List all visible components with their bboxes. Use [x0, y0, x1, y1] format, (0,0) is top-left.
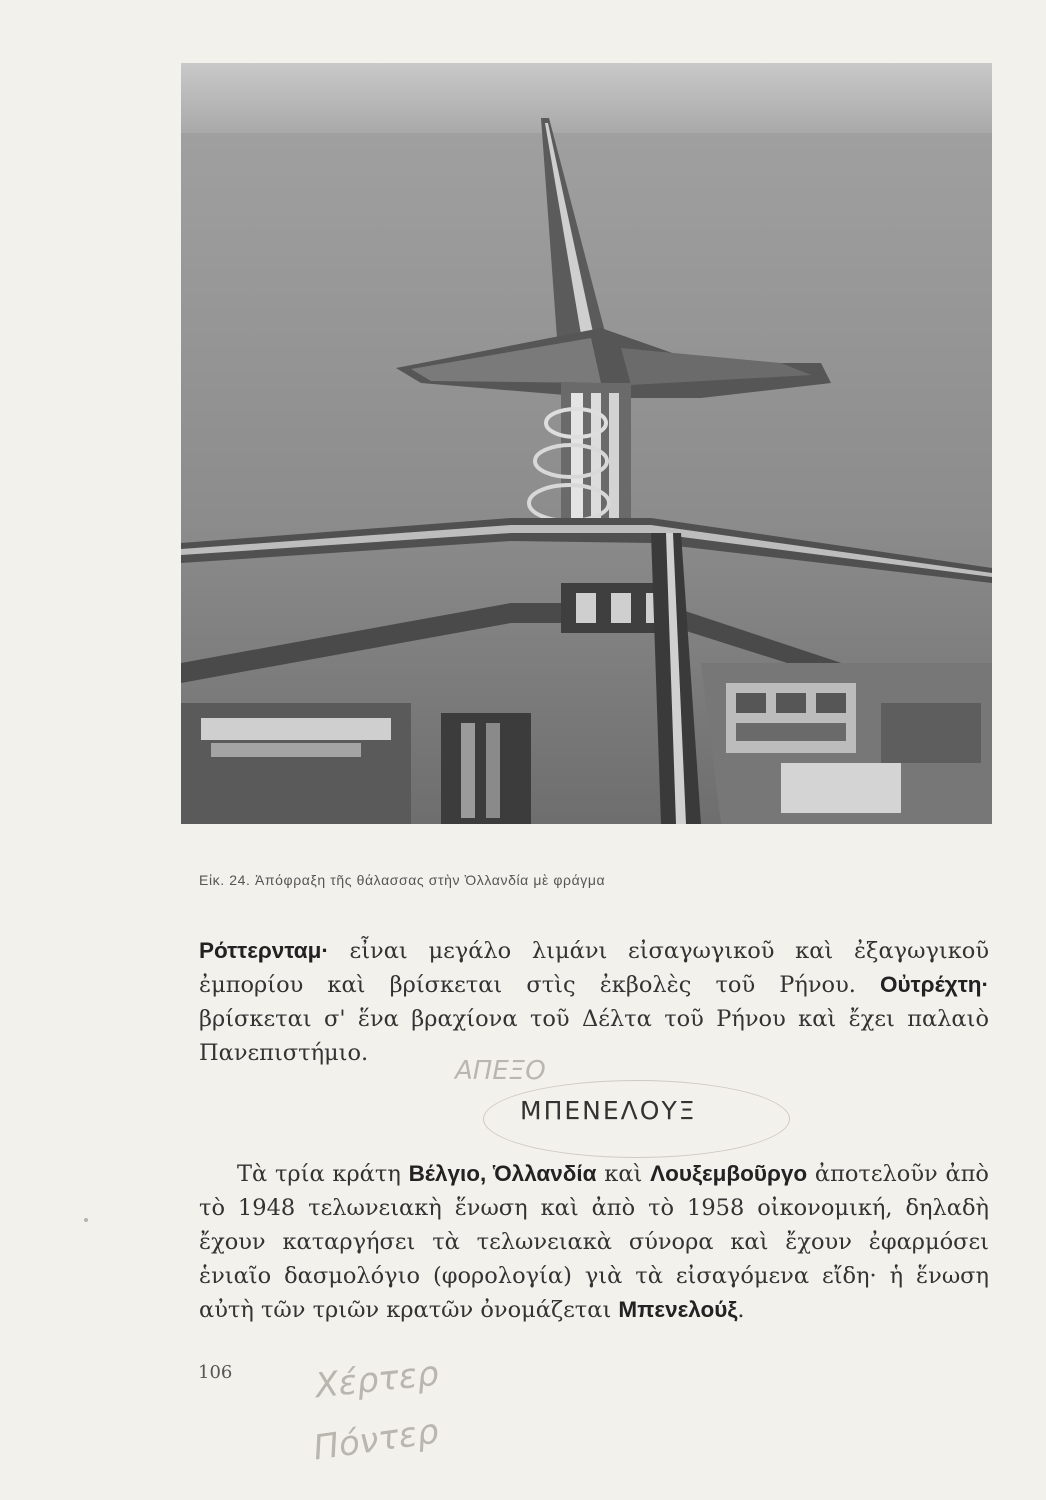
stray-mark	[84, 1218, 88, 1222]
figure-photo	[181, 63, 992, 824]
text-benelux-2: καὶ	[596, 1161, 651, 1187]
text-rotterdam: εἶναι μεγάλο λιμάνι εἰσαγωγικοῦ καὶ ἐξαγωγικοῦ ἐμπορίου καὶ βρίσκεται στὶς ἐκβολὲς τοῦ Ρήνου.	[199, 938, 989, 998]
dam-aerial-photo	[181, 63, 992, 824]
page-number: 106	[198, 1362, 233, 1383]
term-utrecht: Οὐτρέχτη·	[880, 972, 989, 997]
text-benelux-1: Τὰ τρία κράτη	[237, 1161, 409, 1187]
paragraph-rotterdam-utrecht	[199, 934, 989, 1070]
term-rotterdam: Ρόττερνταμ·	[199, 938, 329, 963]
handwriting-line-1: Χέρτερ	[313, 1353, 441, 1407]
figure-caption: Εἰκ. 24. Ἀπόφραξη τῆς θάλασσας στὴν Ὁλλανδία μὲ φράγμα	[199, 872, 606, 888]
term-luxembourg: Λουξεμβοῦργο	[650, 1161, 808, 1186]
text-benelux-4: .	[737, 1297, 745, 1323]
section-heading: ΜΠΕΝΕΛΟΥΞ	[520, 1096, 697, 1125]
pencil-annotation: ΑΠΕΞΟ	[455, 1056, 546, 1086]
text-utrecht: βρίσκεται σ' ἕνα βραχίονα τοῦ Δέλτα τοῦ Ρήνου καὶ ἔχει παλαιὸ Πανεπιστήμιο.	[199, 1006, 989, 1066]
term-benelux: Μπενελούξ	[618, 1297, 738, 1322]
handwriting-line-2: Πόντερ	[310, 1411, 441, 1469]
term-belgium-netherlands: Βέλγιο, Ὁλλανδία	[408, 1161, 597, 1186]
text-benelux-3: ἀποτελοῦν ἀπὸ τὸ 1948 τελωνειακὴ ἕνωση καὶ ἀπὸ τὸ 1958 οἰκονομική, δηλαδὴ ἔχουν καταργήσει τὰ τελωνειακὰ σύνορα καὶ ἔχουν ἐφαρμόσει ἑνιαῖο δασμολόγιο (φορολογία) γιὰ τὰ εἰσαγόμενα εἴδη· ἡ ἕνωση αὐτὴ τῶν τριῶν κρατῶν ὀνομάζεται	[199, 1161, 989, 1323]
paragraph-benelux	[199, 1157, 989, 1327]
